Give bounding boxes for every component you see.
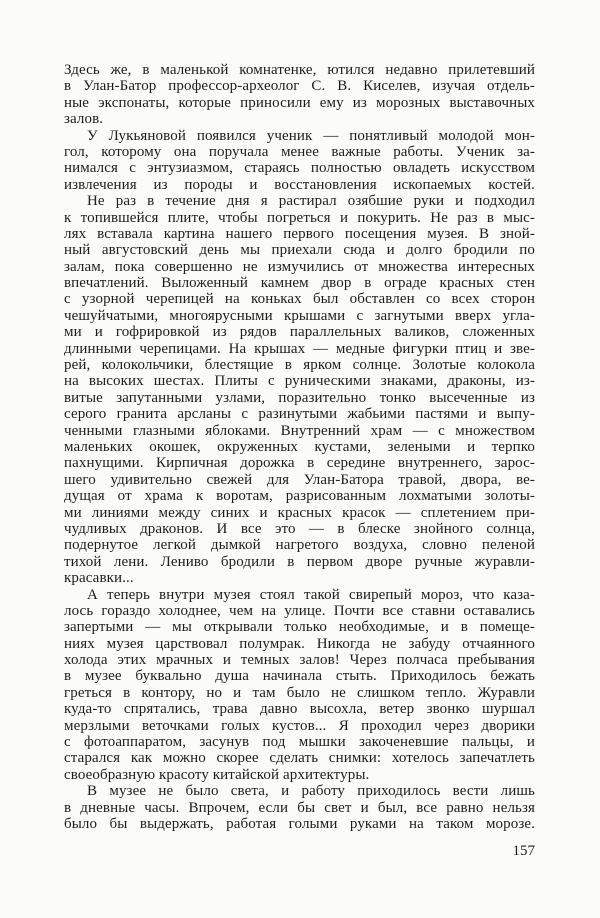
text-line: в дневные часы. Впрочем, если бы свет и был, все равно нельзя [64,799,535,816]
text-line: дущая от храма к воротам, разрисованным лохматыми золоты- [64,488,535,505]
text-line: А теперь внутри музея стоял такой свирепый мороз, что каза- [87,586,535,603]
text-line: ные экспонаты, которые приносили ему из морозных выставочных [64,94,535,111]
text-line: с узорной черепицей на коньках был обставлен со всех сторон [64,291,535,308]
text-line: греться в контору, но и там было не слишком тепло. Журавли [64,684,535,701]
text-line: куда-то спрятались, трава давно высохла, ветер звонко шуршал [64,701,535,718]
text-line: в Улан-Батор профессор-археолог С. В. Киселев, изучая отдель- [64,78,535,95]
text-line: в музее буквально душа начинала стыть. Приходилось бежать [64,668,535,685]
text-line: к топившейся плите, чтобы погреться и покурить. Не раз в мыс- [64,209,535,226]
text-line: на высоких шестах. Плиты с руническими знаками, драконы, из- [64,373,535,390]
text-line: чудливых драконов. И все это — в блеске знойного солнца, [64,520,535,537]
text-line: витые запутанными узлами, поразительно тонко высеченные из [64,389,535,406]
text-line: Не раз в течение дня я растирал озябшие руки и подходил [87,193,535,210]
text-line: лось гораздо холоднее, чем на улице. Почти все ставни оставались [64,602,535,619]
text-line: красавки... [64,570,134,587]
text-line: У Лукьяновой появился ученик — понятливый молодой мон- [87,127,535,144]
text-line: своеобразную красоту китайской архитектуры. [64,766,370,783]
text-line: с фотоаппаратом, засунув под мышки закоченевшие пальцы, и [64,734,535,751]
text-line: пахнущими. Кирпичная дорожка в середине внутреннего, зарос- [64,455,535,472]
text-line: гол, которому она поручала менее важные работы. Ученик за- [64,143,535,160]
text-line: В музее не было света, и работу приходилось вести лишь [87,783,535,800]
text-line: мерзлыми веточками голых кустов... Я проходил через дворики [64,717,535,734]
text-line: тихой лени. Лениво бродили в первом дворе ручные журавли- [64,553,535,570]
text-line: ми линиями между синих и красных красок — сплетением при- [64,504,535,521]
text-line: нимался с энтузиазмом, стараясь полностью овладеть искусством [64,160,535,177]
text-block [64,62,535,832]
text-line: впечатлений. Выложенный камнем двор в ограде красных стен [64,275,535,292]
text-line: Здесь же, в маленькой комнатенке, ютился недавно прилетевший [64,62,535,78]
text-line: шего удивительно свежей для Улан-Батора травой, двора, ве- [64,471,535,488]
text-line: ниях музея царствовал полумрак. Никогда не забуду отчаянного [64,635,535,652]
text-line: старался как можно скорее сделать снимки: хотелось запечатлеть [64,750,535,767]
text-line: залам, пока совершенно не измучились от множества интересных [64,258,535,275]
text-line: запертыми — мы открывали только необходимые, и в помеще- [64,619,535,636]
text-line: лях вставала картина нашего первого посещения музея. В зной- [64,225,535,242]
text-line: серого гранита арсланы с разинутыми жабьими пастями и выпу- [64,406,535,423]
text-line: подернутое легкой дымкой нагретого воздуха, словно пеленой [64,537,535,554]
text-line: извлечения из породы и восстановления ископаемых костей. [64,176,535,193]
text-line: маленьких окошек, окруженных кустами, зелеными и терпко [64,438,535,455]
text-line: было бы выдержать, работая голыми руками на таком морозе. [64,815,535,832]
text-line: ный августовский день мы приехали сюда и долго бродили по [64,242,535,259]
page-number: 157 [512,843,535,859]
text-line: чешуйчатыми, многоярусными крышами с загнутыми вверх угла- [64,307,535,324]
text-line: длинными черепицами. На крышах — медные фигурки птиц и зве- [64,340,535,357]
text-line: ми и гофрировкой из рядов параллельных валиков, сложенных [64,324,535,341]
text-line: ченными глазными яблоками. Внутренний храм — с множеством [64,422,535,439]
text-line: залов. [64,111,104,128]
text-line: рей, колокольчики, блестящие в ярком солнце. Золотые колокола [64,357,535,374]
text-line: холода этих мрачных и темных залов! Через полчаса пребывания [64,652,535,669]
